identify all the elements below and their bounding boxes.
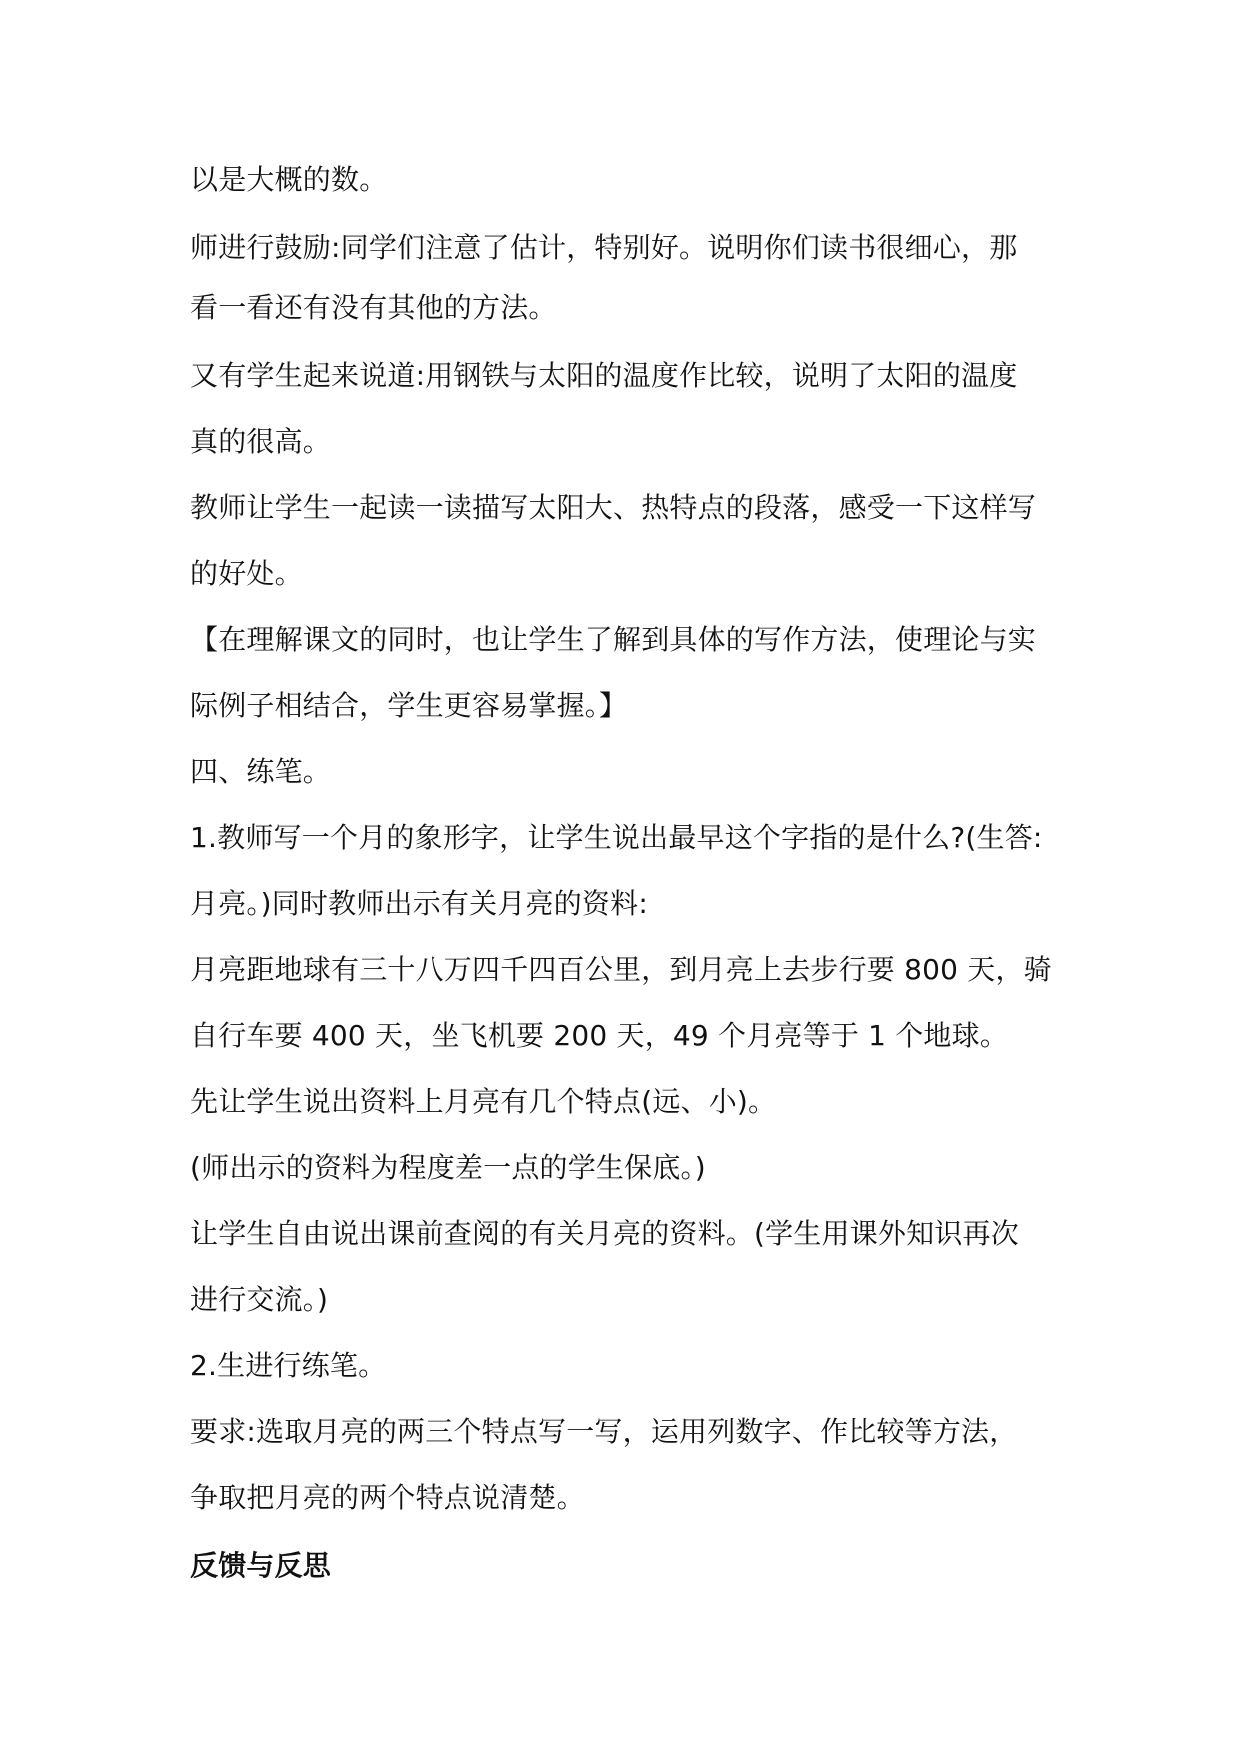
text-line-15: 先让学生说出资料上月亮有几个特点(远、小)。 — [190, 1085, 777, 1118]
text-line-16: (师出示的资料为程度差一点的学生保底。) — [190, 1151, 706, 1184]
text-line-10: 四、练笔。 — [190, 755, 332, 788]
section-heading: 反馈与反思 — [190, 1549, 332, 1582]
text-line-12: 月亮。)同时教师出示有关月亮的资料: — [190, 887, 648, 920]
text-line-20: 要求:选取月亮的两三个特点写一写，运用列数字、作比较等方法， — [190, 1415, 1018, 1448]
text-line-5: 真的很高。 — [190, 425, 332, 458]
text-line-9: 际例子相结合，学生更容易掌握。】 — [190, 689, 628, 722]
text-line-17: 让学生自由说出课前查阅的有关月亮的资料。(学生用课外知识再次 — [190, 1217, 1019, 1250]
text-line-3: 看一看还有没有其他的方法。 — [190, 291, 557, 324]
text-line-7: 的好处。 — [190, 557, 303, 590]
text-line-1: 以是大概的数。 — [190, 163, 388, 196]
text-line-14: 自行车要 400 天，坐飞机要 200 天，49 个月亮等于 1 个地球。 — [190, 1019, 1009, 1052]
text-line-8: 【在理解课文的同时，也让学生了解到具体的写作方法，使理论与实 — [190, 623, 1037, 656]
text-line-21: 争取把月亮的两个特点说清楚。 — [190, 1481, 585, 1514]
text-line-6: 教师让学生一起读一读描写太阳大、热特点的段落，感受一下这样写 — [190, 491, 1037, 524]
text-line-13: 月亮距地球有三十八万四千四百公里，到月亮上去步行要 800 天，骑 — [190, 953, 1052, 986]
text-line-11: 1.教师写一个月的象形字，让学生说出最早这个字指的是什么?(生答: — [190, 821, 1043, 854]
text-line-4: 又有学生起来说道:用钢铁与太阳的温度作比较，说明了太阳的温度 — [190, 359, 1018, 392]
text-line-19: 2.生进行练笔。 — [190, 1349, 387, 1382]
text-line-18: 进行交流。) — [190, 1283, 329, 1316]
text-line-2: 师进行鼓励:同学们注意了估计，特别好。说明你们读书很细心，那 — [190, 231, 1018, 264]
